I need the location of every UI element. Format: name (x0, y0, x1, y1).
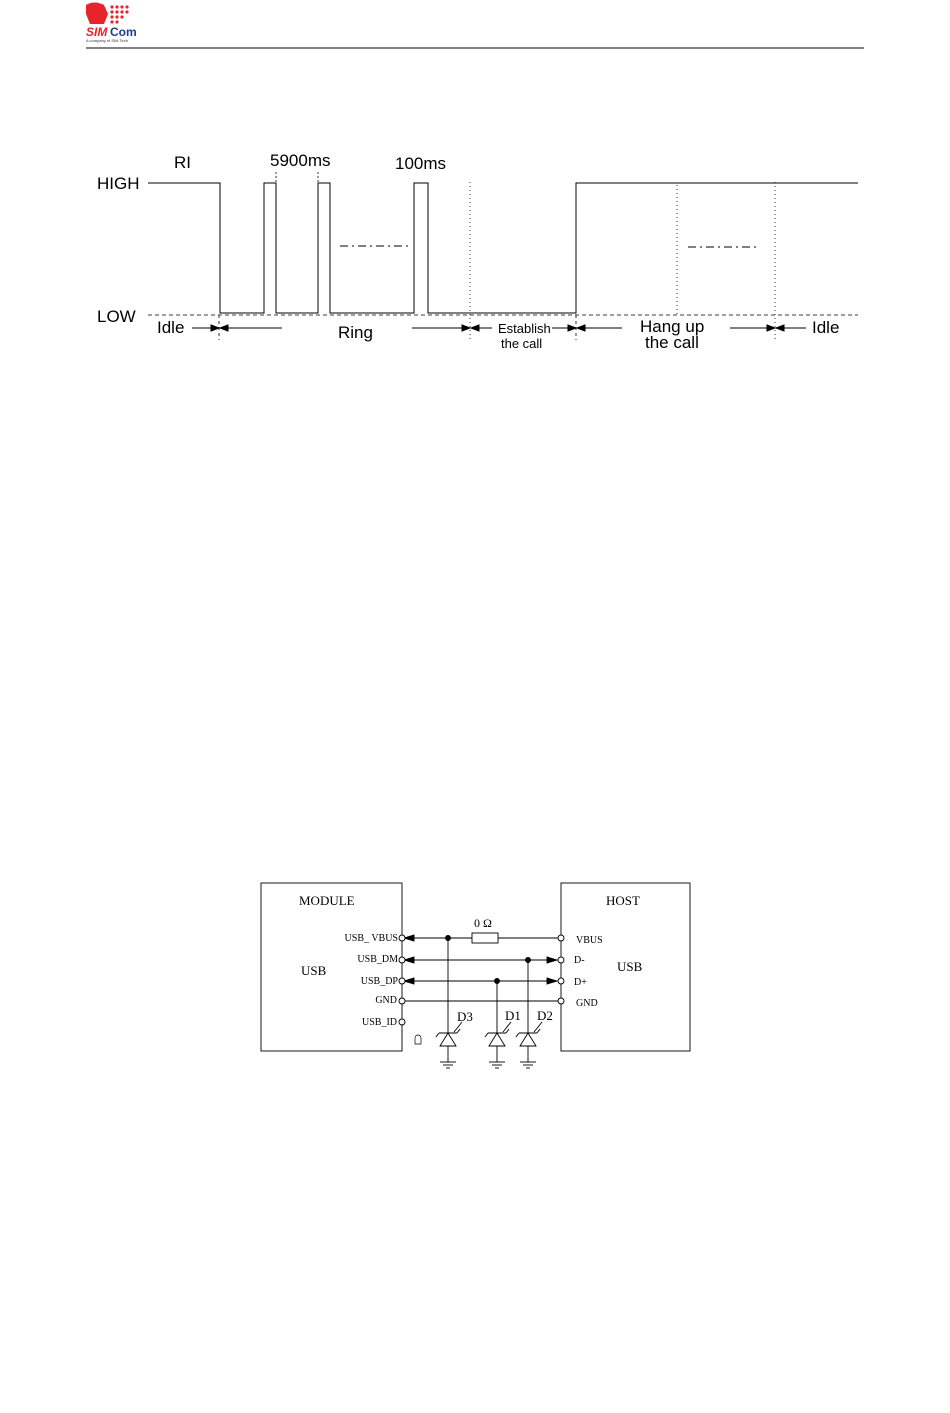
label-establish-2: the call (501, 336, 543, 351)
label-establish-1: Establish (498, 321, 551, 336)
label-idle-1: Idle (157, 318, 185, 337)
diode-d1-label: D1 (505, 1008, 521, 1023)
pin-usb-dp: USB_DP (360, 976, 398, 987)
pin-gnd: GND (375, 995, 397, 1006)
usb-schematic-labels (299, 893, 643, 1028)
label-100ms: 100ms (395, 154, 447, 173)
ri-waveform (218, 183, 858, 313)
pin-usb-vbus: USB_ VBUS (344, 933, 398, 944)
label-low: LOW (97, 307, 136, 326)
diode-d1-symbol (485, 981, 511, 1068)
host-pin-vbus: VBUS (576, 935, 603, 946)
diode-d2-label: D2 (537, 1008, 553, 1023)
ri-timing-diagram (148, 172, 858, 340)
vbus-arrow (404, 935, 414, 941)
logo-text-sim: SIM (86, 25, 108, 39)
resistor-0ohm (472, 933, 498, 943)
label-5900ms: 5900ms (270, 151, 331, 170)
pin-usb-dm: USB_DM (357, 954, 398, 965)
label-ri: RI (174, 153, 191, 172)
label-ring: Ring (338, 323, 373, 342)
label-module: MODULE (299, 893, 355, 908)
logo-dot-grid (110, 5, 128, 23)
diode-d3-label: D3 (457, 1009, 473, 1024)
host-pin-dplus: D+ (574, 977, 587, 988)
logo-tagline: A company of SIM Tech (86, 38, 128, 43)
label-idle-2: Idle (812, 318, 840, 337)
label-hangup-2: the call (645, 333, 699, 352)
resistor-label: 0 Ω (474, 916, 492, 930)
host-pin-dminus: D- (574, 955, 585, 966)
label-host-usb: USB (617, 959, 643, 974)
host-pin-gnd: GND (576, 998, 598, 1009)
label-high: HIGH (97, 174, 140, 193)
diode-d3-symbol (436, 938, 462, 1068)
label-host: HOST (606, 893, 640, 908)
pin-usb-id: USB_ID (361, 1017, 397, 1028)
label-module-usb: USB (301, 963, 327, 978)
label-hangup-1: Hang up (640, 317, 705, 336)
logo-text-com: Com (110, 25, 137, 39)
logo-red-shape (86, 3, 108, 25)
simcom-logo (86, 3, 137, 44)
ri-diagram-labels (97, 151, 839, 352)
